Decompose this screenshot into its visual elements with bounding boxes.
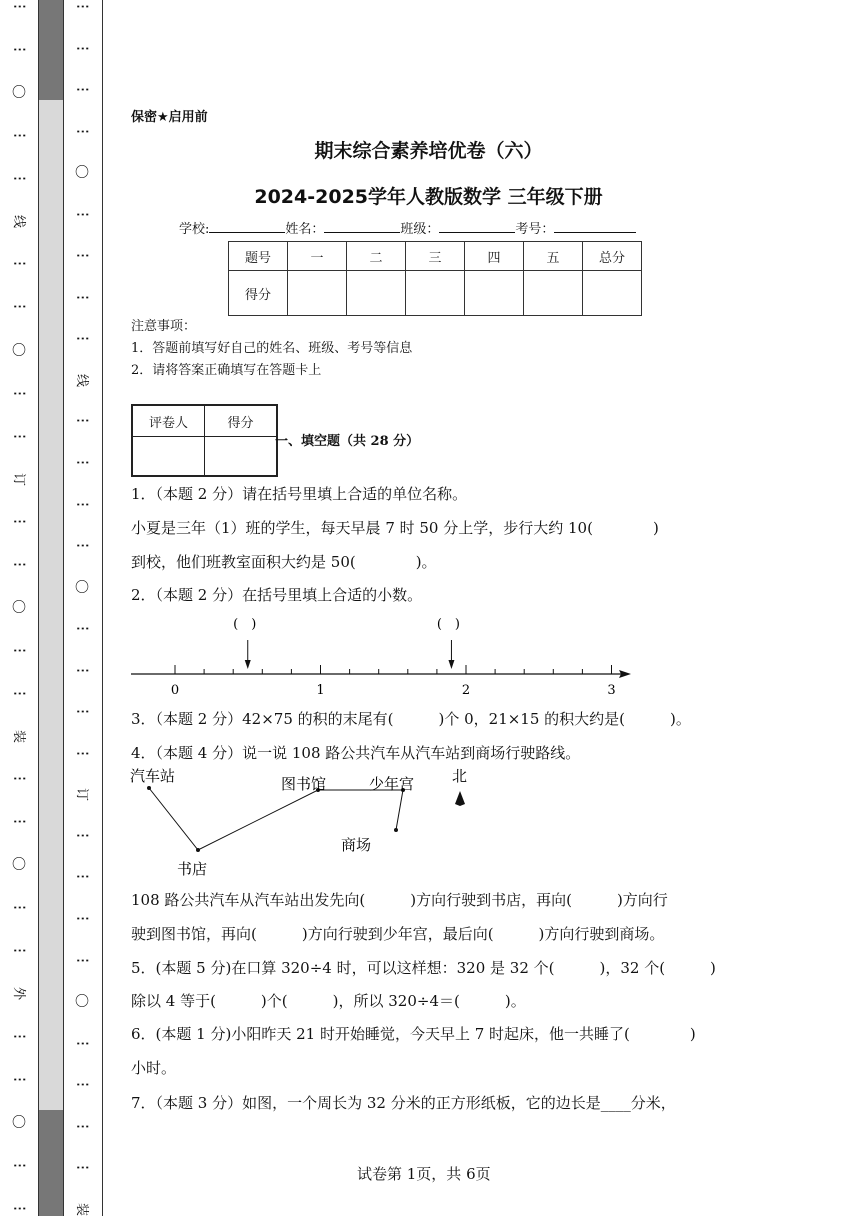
margin-dots: ⋮ bbox=[11, 1158, 27, 1173]
margin-dots: ⋮ bbox=[74, 83, 90, 98]
margin-dots: ⋮ bbox=[11, 386, 27, 401]
notes-item: 2．请将答案正确填写在答题卡上 bbox=[131, 363, 322, 378]
margin-dots: ⋮ bbox=[74, 663, 90, 678]
margin-dots: ⋮ bbox=[11, 300, 27, 315]
strip-dark-block-bottom bbox=[39, 1110, 63, 1216]
margin-label: 装 bbox=[11, 730, 27, 744]
margin-dots: ⋮ bbox=[74, 1078, 90, 1093]
margin-dots: ⋮ bbox=[11, 643, 27, 658]
margin-circle-icon: 〇 bbox=[75, 994, 89, 1011]
score-cell[interactable] bbox=[347, 271, 406, 316]
margin-dots: ⋮ bbox=[11, 557, 27, 572]
margin-dots: ⋮ bbox=[11, 129, 27, 144]
margin-label: 订 bbox=[11, 472, 27, 486]
tick-label: 2 bbox=[461, 683, 471, 698]
margin-dots: ⋮ bbox=[74, 1036, 90, 1051]
margin-dots: ⋮ bbox=[74, 414, 90, 429]
student-info-line bbox=[179, 218, 636, 237]
score-header-cell: 总分 bbox=[583, 242, 642, 271]
score-cell[interactable] bbox=[406, 271, 465, 316]
margin-dots: ⋮ bbox=[74, 456, 90, 471]
pointer-arrow-icon bbox=[448, 660, 454, 669]
notes-item: 1．答题前填写好自己的姓名、班级、考号等信息 bbox=[131, 341, 413, 356]
margin-dots: ⋮ bbox=[74, 124, 90, 139]
question-4-stem: 4．（本题 4 分）说一说 108 路公共汽车从汽车站到商场行驶路线。 bbox=[131, 744, 581, 762]
question-1-stem: 1．（本题 2 分）请在括号里填上合适的单位名称。 bbox=[131, 485, 468, 503]
score-cell[interactable] bbox=[524, 271, 583, 316]
bookstore-point bbox=[196, 848, 200, 852]
question-3: 3．（本题 2 分）42×75 的积的末尾有( )个 0，21×15 的积大约是( )。 bbox=[131, 710, 691, 728]
margin-dots: ⋮ bbox=[74, 953, 90, 968]
question-2-stem: 2．（本题 2 分）在括号里填上合适的小数。 bbox=[131, 586, 423, 604]
margin-dots: ⋮ bbox=[74, 539, 90, 554]
margin-dots: ⋮ bbox=[11, 772, 27, 787]
binding-margin-outer bbox=[0, 0, 38, 1216]
score-row-label: 得分 bbox=[229, 271, 288, 316]
score-cell[interactable] bbox=[465, 271, 524, 316]
score-cell[interactable] bbox=[583, 271, 642, 316]
score-header-cell: 三 bbox=[406, 242, 465, 271]
margin-circle-icon: 〇 bbox=[12, 342, 26, 359]
margin-label: 线 bbox=[74, 373, 90, 387]
question-5-line: 5．(本题 5 分)在口算 320÷4 时，可以这样想：320 是 32 个( )，32 个( ) bbox=[131, 959, 716, 977]
score-cell[interactable] bbox=[288, 271, 347, 316]
margin-label: 线 bbox=[11, 215, 27, 229]
margin-dots: ⋮ bbox=[74, 828, 90, 843]
notes-block bbox=[131, 316, 412, 382]
tick-label: 3 bbox=[607, 683, 616, 698]
answer-blank-label: ( ) bbox=[233, 617, 257, 632]
question-4-line: 108 路公共汽车从汽车站出发先向( )方向行驶到书店，再向( )方向行 bbox=[131, 891, 668, 909]
route-map bbox=[127, 764, 487, 884]
margin-label: 订 bbox=[74, 788, 90, 802]
bus-station-point bbox=[147, 786, 151, 790]
margin-dots: ⋮ bbox=[11, 257, 27, 272]
north-arrow-icon bbox=[455, 791, 465, 806]
margin-label: 装 bbox=[74, 1202, 90, 1216]
tick-label: 0 bbox=[170, 683, 180, 698]
score-header-cell: 题号 bbox=[229, 242, 288, 271]
margin-dots: ⋮ bbox=[74, 912, 90, 927]
strip-dark-block-top bbox=[39, 0, 63, 100]
score-table bbox=[228, 241, 642, 316]
reviewer-label: 评卷人 bbox=[132, 405, 205, 437]
margin-dots: ⋮ bbox=[11, 815, 27, 830]
margin-dots: ⋮ bbox=[11, 944, 27, 959]
margin-dots: ⋮ bbox=[74, 332, 90, 347]
exam-no-field[interactable] bbox=[554, 220, 636, 233]
score-header-cell: 一 bbox=[288, 242, 347, 271]
margin-dots: ⋮ bbox=[74, 705, 90, 720]
margin-dots: ⋮ bbox=[11, 687, 27, 701]
margin-dots: ⋮ bbox=[74, 249, 90, 264]
margin-dots: ⋮ bbox=[11, 901, 27, 916]
question-6-line: 小时。 bbox=[131, 1059, 177, 1077]
margin-circle-icon: 〇 bbox=[12, 857, 26, 874]
mall-point bbox=[394, 828, 398, 832]
binding-margin-strip bbox=[38, 0, 64, 1216]
margin-circle-icon: 〇 bbox=[75, 165, 89, 182]
pointer-arrow-icon bbox=[245, 660, 251, 669]
margin-circle-icon: 〇 bbox=[12, 1114, 26, 1131]
question-5-line: 除以 4 等于( )个( )，所以 320÷4＝( )。 bbox=[131, 992, 526, 1010]
school-field[interactable] bbox=[209, 220, 285, 233]
library-label: 图书馆 bbox=[281, 775, 327, 793]
margin-dots: ⋮ bbox=[11, 1201, 27, 1216]
margin-dots: ⋮ bbox=[74, 1119, 90, 1134]
youth-palace-label: 少年宫 bbox=[369, 775, 415, 793]
bus-station-label: 汽车站 bbox=[130, 767, 176, 785]
grader-score-label: 得分 bbox=[205, 405, 278, 437]
tick-label: 1 bbox=[316, 683, 325, 698]
score-header-cell: 四 bbox=[465, 242, 524, 271]
page-subtitle: 2024-2025学年人教版数学 三年级下册 bbox=[254, 186, 603, 208]
class-label: 班级： bbox=[400, 222, 440, 237]
page-number: 试卷第 1页，共 6页 bbox=[357, 1165, 491, 1183]
exam-page bbox=[131, 0, 741, 1216]
binding-margin-inner bbox=[62, 0, 103, 1216]
class-field[interactable] bbox=[439, 220, 515, 233]
margin-dots: ⋮ bbox=[74, 1161, 90, 1176]
grader-table bbox=[131, 404, 278, 477]
score-header-cell: 五 bbox=[524, 242, 583, 271]
margin-circle-icon: 〇 bbox=[12, 85, 26, 102]
margin-circle-icon: 〇 bbox=[75, 579, 89, 596]
margin-dots: ⋮ bbox=[74, 41, 90, 56]
exam-no-label: 考号： bbox=[515, 222, 555, 237]
section-title: 一、填空题（共 28 分） bbox=[275, 434, 420, 449]
margin-label: 外 bbox=[11, 987, 27, 1001]
secret-label: 保密★启用前 bbox=[131, 110, 208, 125]
margin-dots: ⋮ bbox=[11, 172, 27, 187]
margin-dots: ⋮ bbox=[11, 514, 27, 529]
margin-dots: ⋮ bbox=[74, 497, 90, 512]
name-label: 姓名： bbox=[285, 222, 325, 237]
margin-dots: ⋮ bbox=[74, 746, 90, 761]
north-label: 北 bbox=[452, 767, 468, 785]
question-1-line: 到校，他们班教室面积大约是 50( )。 bbox=[131, 553, 437, 571]
strip-gray-block bbox=[39, 100, 63, 1110]
mall-label: 商场 bbox=[341, 836, 372, 854]
question-4-line: 驶到图书馆，再向( )方向行驶到少年宫，最后向( )方向行驶到商场。 bbox=[131, 925, 665, 943]
question-7: 7．（本题 3 分）如图，一个周长为 32 分米的正方形纸板，它的边长是____分米， bbox=[131, 1094, 676, 1112]
margin-dots: ⋮ bbox=[11, 1072, 27, 1087]
answer-blank-label: ( ) bbox=[436, 617, 461, 632]
margin-circle-icon: 〇 bbox=[12, 599, 26, 616]
page-title: 期末综合素养培优卷（六） bbox=[314, 140, 543, 162]
margin-dots: ⋮ bbox=[74, 290, 90, 305]
margin-dots: ⋮ bbox=[11, 43, 27, 58]
bookstore-label: 书店 bbox=[177, 860, 208, 878]
grader-score-cell[interactable] bbox=[205, 437, 278, 477]
question-1-line: 小夏是三年（1）班的学生，每天早晨 7 时 50 分上学，步行大约 10( ) bbox=[131, 519, 659, 537]
margin-dots: ⋮ bbox=[11, 0, 27, 14]
margin-dots: ⋮ bbox=[11, 429, 27, 444]
margin-dots: ⋮ bbox=[74, 622, 90, 637]
margin-dots: ⋮ bbox=[74, 207, 90, 222]
question-6-line: 6．(本题 1 分)小阳昨天 21 时开始睡觉，今天早上 7 时起床，他一共睡了( ) bbox=[131, 1025, 696, 1043]
score-header-cell: 二 bbox=[347, 242, 406, 271]
margin-dots: ⋮ bbox=[74, 0, 90, 14]
notes-title: 注意事项： bbox=[131, 319, 197, 334]
margin-dots: ⋮ bbox=[11, 1029, 27, 1044]
number-line bbox=[131, 612, 641, 697]
school-label: 学校: bbox=[179, 222, 210, 237]
reviewer-cell[interactable] bbox=[132, 437, 205, 477]
name-field[interactable] bbox=[324, 220, 400, 233]
margin-dots: ⋮ bbox=[74, 870, 90, 885]
